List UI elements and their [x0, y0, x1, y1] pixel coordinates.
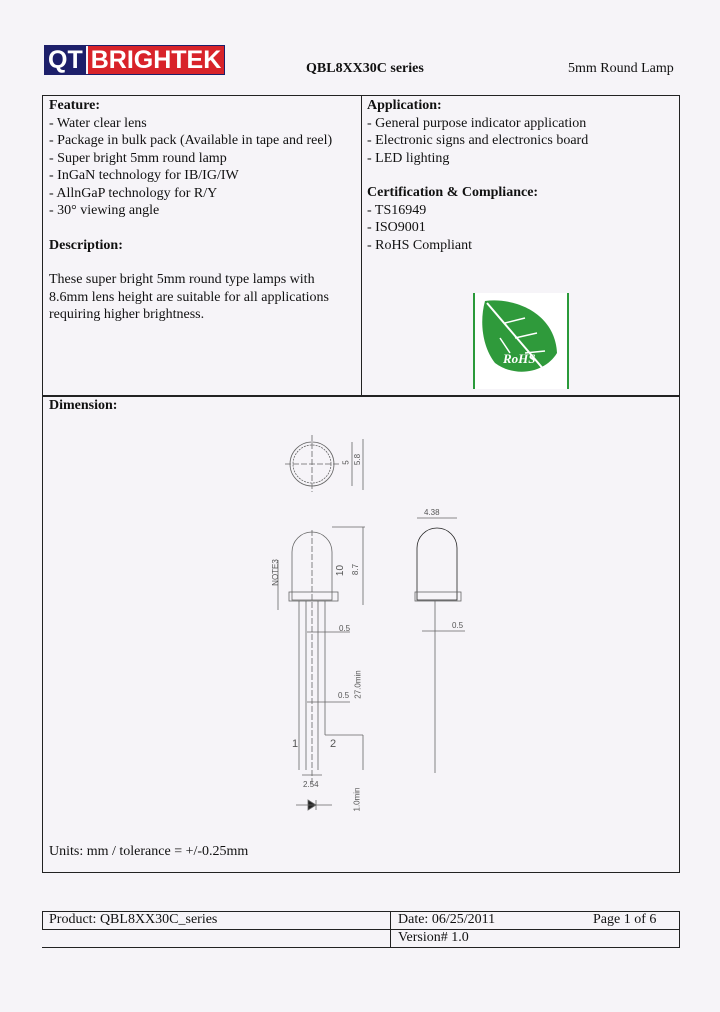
dim-label: 5.8	[353, 453, 363, 466]
dimension-title: Dimension:	[49, 398, 118, 413]
footer-version: Version# 1.0	[398, 930, 469, 945]
feature-item: - Water clear lens	[49, 115, 147, 131]
dim-label: 10	[335, 564, 347, 577]
application-item: - LED lighting	[367, 150, 450, 166]
feature-item: - AllnGaP technology for R/Y	[49, 185, 218, 201]
certification-item: - ISO9001	[367, 220, 426, 235]
dim-label: NOTE3	[270, 559, 280, 586]
product-type: 5mm Round Lamp	[568, 61, 674, 76]
dim-label: 0.5	[339, 624, 351, 633]
dim-label: 8.7	[351, 563, 361, 576]
dim-label: 5	[341, 460, 351, 465]
description-title: Description:	[49, 237, 123, 253]
logo-brightek: BRIGHTEK	[88, 46, 225, 74]
dim-label: 1.0min	[352, 787, 362, 812]
description-line: requiring higher brightness.	[49, 307, 205, 322]
certification-item: - RoHS Compliant	[367, 237, 473, 253]
feature-item: - InGaN technology for IB/IG/IW	[49, 168, 239, 183]
dim-label: 0.5	[338, 691, 350, 700]
footer-page: Page 1 of 6	[593, 912, 657, 927]
divider	[390, 911, 391, 947]
feature-item: - 30° viewing angle	[49, 203, 160, 218]
footer-product: Product: QBL8XX30C_series	[49, 912, 218, 927]
footer-date: Date: 06/25/2011	[398, 912, 496, 927]
certification-title: Certification & Compliance:	[367, 185, 539, 200]
description-line: 8.6mm lens height are suitable for all applications	[49, 289, 329, 305]
rohs-badge-text: RoHS	[503, 351, 536, 366]
dim-label: 2.54	[303, 780, 319, 789]
feature-item: - Super bright 5mm round lamp	[49, 150, 227, 166]
rohs-leaf-logo	[473, 293, 569, 389]
pin-label: 2	[330, 738, 337, 750]
application-title: Application:	[367, 98, 442, 113]
application-item: - General purpose indicator application	[367, 115, 587, 131]
certification-item: - TS16949	[367, 202, 427, 218]
divider	[361, 95, 362, 396]
dim-label: 27.0min	[353, 670, 363, 699]
description-line: These super bright 5mm round type lamps with	[49, 272, 315, 287]
series-title: QBL8XX30C series	[306, 61, 424, 76]
footer-blank	[42, 929, 390, 947]
units-note: Units: mm / tolerance = +/-0.25mm	[49, 844, 249, 859]
application-item: - Electronic signs and electronics board	[367, 133, 589, 148]
dim-label: 0.5	[452, 621, 464, 630]
dim-label: 4.38	[424, 508, 440, 517]
pin-label: 1	[292, 738, 299, 750]
logo-qt: QT	[45, 46, 86, 74]
feature-item: - Package in bulk pack (Available in tape and reel)	[49, 133, 333, 148]
feature-title: Feature:	[49, 98, 101, 113]
divider	[42, 929, 390, 930]
company-logo	[44, 45, 225, 75]
